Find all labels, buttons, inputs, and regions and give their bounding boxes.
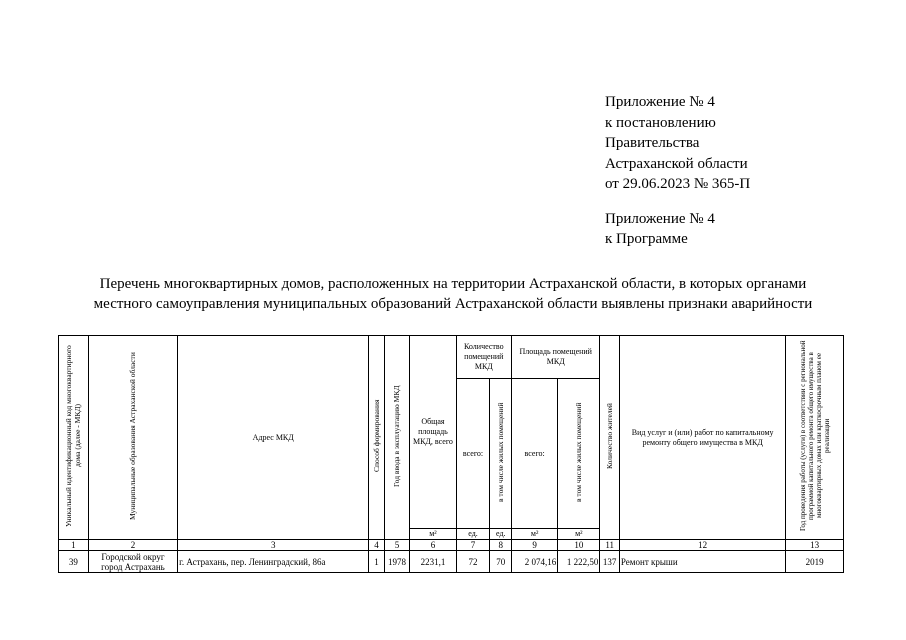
column-number: 9 [512, 540, 558, 551]
header-area-total: всего: [512, 379, 558, 529]
cell-method: 1 [369, 551, 384, 573]
document-title [40, 274, 866, 314]
column-numbers-row [59, 540, 844, 551]
column-number: 6 [410, 540, 456, 551]
header-rooms-total: всего: [456, 379, 490, 529]
column-number: 8 [490, 540, 512, 551]
column-number: 2 [88, 540, 177, 551]
cell-area-living: 1 222,50 [558, 551, 600, 573]
header-area-living: в том числе жилых помещений [558, 379, 600, 529]
cell-rooms-total: 72 [456, 551, 490, 573]
header-area-group: Площадь помещений МКД [512, 336, 600, 379]
cell-repair-year: 2019 [786, 551, 844, 573]
cell-rooms-living: 70 [490, 551, 512, 573]
unit-cell: м² [410, 528, 456, 539]
appendix-line: от 29.06.2023 № 365-П [605, 176, 751, 192]
header-total-area: Общая площадь МКД, всего [410, 336, 456, 529]
header-row-1 [59, 336, 844, 379]
column-number: 10 [558, 540, 600, 551]
header-repair-year: Год проведения работы (услуги) в соответствии с региональной программой капитального ремонта общего имущества в многоквартирных домах или краткосрочным планом ее реализации [786, 336, 844, 540]
header-code: Уникальный идентификационный код многоквартирного дома (далее - МКД) [59, 336, 89, 540]
appendix-gap [605, 195, 750, 209]
unit-cell: м² [558, 528, 600, 539]
appendix-line: Правительства [605, 135, 700, 151]
appendix-line: Приложение № 4 [605, 210, 715, 227]
column-number: 13 [786, 540, 844, 551]
unit-cell: м² [512, 528, 558, 539]
column-number: 3 [178, 540, 369, 551]
cell-code: 39 [59, 551, 89, 573]
header-year-built: Год ввода в эксплуатацию МКД [384, 336, 410, 540]
column-number: 4 [369, 540, 384, 551]
header-works: Вид услуг и (или) работ по капитальному ремонту общего имущества в МКД [619, 336, 785, 540]
column-number: 11 [600, 540, 620, 551]
cell-area-total: 2 074,16 [512, 551, 558, 573]
column-number: 1 [59, 540, 89, 551]
unit-cell: ед. [490, 528, 512, 539]
title-line-2: местного самоуправления муниципальных образований Астраханской области выявлены признаки аварийности [93, 296, 813, 312]
appendix-line: к Программе [605, 231, 688, 247]
header-address: Адрес МКД [178, 336, 369, 540]
header-rooms-group: Количество помещений МКД [456, 336, 511, 379]
appendix-line: Приложение № 4 [605, 94, 715, 110]
appendix-line: Астраханской области [605, 155, 748, 172]
header-residents: Количество жителей [600, 336, 620, 540]
cell-residents: 137 [600, 551, 620, 573]
cell-works: Ремонт крыши [619, 551, 785, 573]
appendix-block [605, 92, 750, 250]
cell-municipality: Городской округ город Астрахань [88, 551, 177, 573]
unit-cell: ед. [456, 528, 490, 539]
appendix-line: к постановлению [605, 114, 716, 131]
title-line-1: Перечень многоквартирных домов, расположенных на территории Астраханской области, в которых органами [99, 276, 807, 292]
header-rooms-living: в том числе жилых помещений [490, 379, 512, 529]
houses-table [58, 335, 844, 573]
cell-address: г. Астрахань, пер. Ленинградский, 86а [178, 551, 369, 573]
cell-year-built: 1978 [384, 551, 410, 573]
column-number: 12 [619, 540, 785, 551]
table-row [59, 551, 844, 573]
column-number: 5 [384, 540, 410, 551]
header-municipality: Муниципальные образования Астраханской области [88, 336, 177, 540]
header-method: Способ формирования [369, 336, 384, 540]
cell-total-area: 2231,1 [410, 551, 456, 573]
column-number: 7 [456, 540, 490, 551]
